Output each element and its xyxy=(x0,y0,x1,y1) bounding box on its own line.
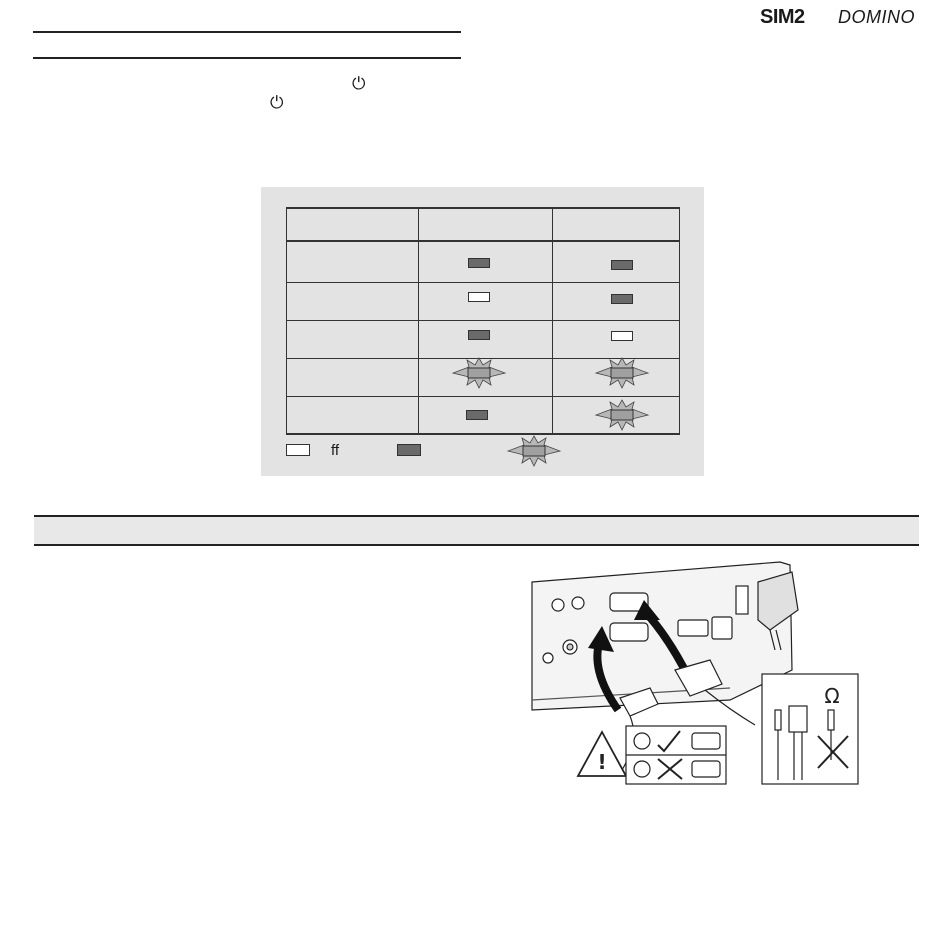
led-on-indicator xyxy=(466,410,488,420)
led-status-panel xyxy=(261,187,704,476)
legend-off-swatch xyxy=(286,444,310,456)
table-line xyxy=(679,207,680,435)
led-blink-indicator xyxy=(594,357,650,389)
table-line xyxy=(286,207,680,209)
section-heading-bar xyxy=(34,515,919,546)
table-line xyxy=(418,207,419,435)
table-line xyxy=(552,207,553,435)
table-line xyxy=(286,396,680,397)
led-on-indicator xyxy=(468,258,490,268)
legend-off-label: ff xyxy=(331,442,340,459)
header-rule-top xyxy=(33,31,461,33)
legend-on-swatch xyxy=(397,444,421,456)
table-line xyxy=(286,207,287,435)
brand-product: DOMINO xyxy=(838,7,915,27)
table-line xyxy=(286,240,680,242)
power-icon: ⏻ xyxy=(270,93,284,113)
led-on-indicator xyxy=(611,294,633,304)
led-off-indicator xyxy=(611,331,633,341)
table-line xyxy=(286,282,680,283)
svg-text:!: ! xyxy=(597,750,607,774)
power-icon: ⏻ xyxy=(352,74,366,94)
led-off-indicator xyxy=(468,292,490,302)
table-line xyxy=(286,320,680,321)
connection-illustration xyxy=(530,560,860,792)
brand-name: SIM2 xyxy=(760,6,805,28)
led-blink-indicator xyxy=(451,357,507,389)
led-on-indicator xyxy=(468,330,490,340)
led-on-indicator xyxy=(611,260,633,270)
brand-logo xyxy=(760,6,930,28)
header-rule-bottom xyxy=(33,57,461,59)
headphone-symbol: Ω xyxy=(824,684,840,708)
legend-blink-swatch xyxy=(506,435,562,467)
led-blink-indicator xyxy=(594,399,650,431)
table-line xyxy=(286,433,680,435)
